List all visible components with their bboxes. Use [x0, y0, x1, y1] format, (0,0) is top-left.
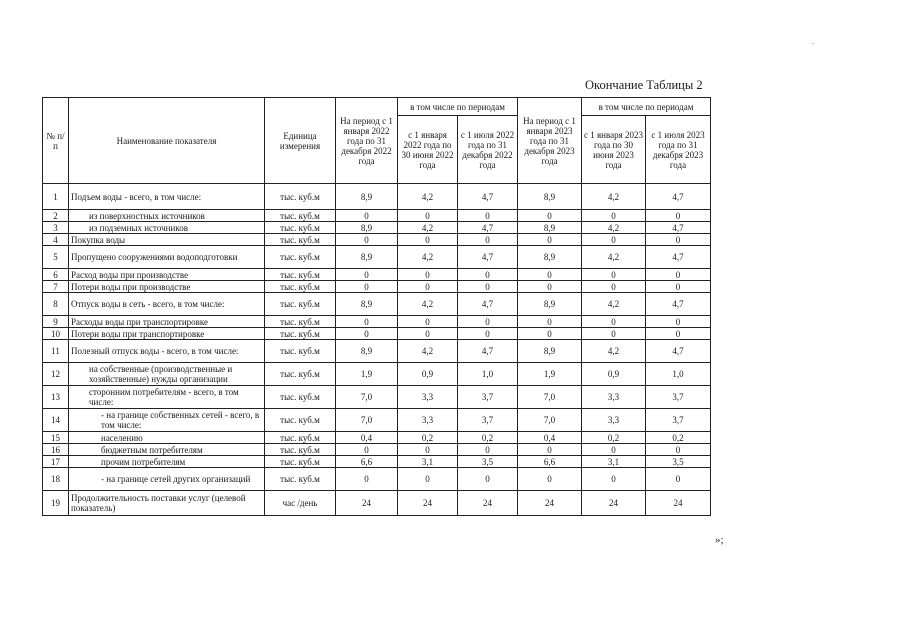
- unit-cell: тыс. куб.м: [265, 363, 336, 386]
- row-number: 3: [43, 222, 69, 234]
- table-row: [43, 386, 711, 409]
- header-period-2022: На период с 1 января 2022 года по 31 декабря 2022 года: [336, 98, 398, 184]
- value-cell: 0,4: [336, 432, 398, 444]
- value-cell: 3,3: [582, 386, 646, 409]
- value-cell: 24: [398, 491, 458, 516]
- row-number: 2: [43, 210, 69, 222]
- value-cell: 0: [646, 444, 711, 456]
- header-h1-2023: с 1 января 2023 года по 30 июня 2023 года: [582, 116, 646, 184]
- value-cell: 8,9: [336, 246, 398, 269]
- value-cell: 0: [398, 444, 458, 456]
- value-cell: 3,1: [582, 456, 646, 468]
- indicator-name: Расходы воды при транспортировке: [69, 316, 265, 328]
- value-cell: 0: [518, 269, 582, 281]
- data-table: [42, 97, 711, 516]
- value-cell: 4,2: [398, 246, 458, 269]
- value-cell: 4,2: [398, 222, 458, 234]
- value-cell: 24: [458, 491, 518, 516]
- value-cell: 3,3: [398, 386, 458, 409]
- value-cell: 8,9: [518, 293, 582, 316]
- row-number: 1: [43, 184, 69, 210]
- value-cell: 4,7: [646, 184, 711, 210]
- value-cell: 1,9: [336, 363, 398, 386]
- header-name: Наименование показателя: [69, 98, 265, 184]
- row-number: 11: [43, 340, 69, 363]
- value-cell: 0,2: [398, 432, 458, 444]
- value-cell: 0: [336, 328, 398, 340]
- value-cell: 0: [582, 269, 646, 281]
- unit-cell: тыс. куб.м: [265, 386, 336, 409]
- value-cell: 0: [458, 328, 518, 340]
- row-number: 16: [43, 444, 69, 456]
- value-cell: 0: [582, 210, 646, 222]
- table-caption: Окончание Таблицы 2: [585, 78, 703, 92]
- table-row: [43, 269, 711, 281]
- value-cell: 0: [646, 210, 711, 222]
- value-cell: 7,0: [518, 409, 582, 432]
- value-cell: 6,6: [518, 456, 582, 468]
- value-cell: 4,2: [582, 246, 646, 269]
- indicator-name: Потери воды при транспортировке: [69, 328, 265, 340]
- value-cell: 0: [518, 328, 582, 340]
- unit-cell: тыс. куб.м: [265, 293, 336, 316]
- unit-cell: тыс. куб.м: [265, 269, 336, 281]
- table-row: [43, 246, 711, 269]
- unit-cell: тыс. куб.м: [265, 328, 336, 340]
- row-number: 8: [43, 293, 69, 316]
- value-cell: 0: [336, 468, 398, 491]
- value-cell: 7,0: [336, 409, 398, 432]
- value-cell: 4,7: [458, 340, 518, 363]
- value-cell: 1,0: [646, 363, 711, 386]
- value-cell: 0: [398, 316, 458, 328]
- value-cell: 0: [582, 444, 646, 456]
- value-cell: 0: [336, 281, 398, 293]
- indicator-name: Продолжительность поставки услуг (целевой показатель): [69, 491, 265, 516]
- value-cell: 7,0: [336, 386, 398, 409]
- indicator-name: Подъем воды - всего, в том числе:: [69, 184, 265, 210]
- indicator-name: прочим потребителям: [69, 456, 265, 468]
- value-cell: 0: [518, 468, 582, 491]
- value-cell: 8,9: [336, 184, 398, 210]
- value-cell: 0: [458, 468, 518, 491]
- indicator-name: Пропущено сооружениями водоподготовки: [69, 246, 265, 269]
- value-cell: 4,7: [458, 184, 518, 210]
- table-row: [43, 340, 711, 363]
- unit-cell: тыс. куб.м: [265, 444, 336, 456]
- header-h2-2022: с 1 июля 2022 года по 31 декабря 2022 года: [458, 116, 518, 184]
- table-row: [43, 328, 711, 340]
- unit-cell: тыс. куб.м: [265, 432, 336, 444]
- unit-cell: тыс. куб.м: [265, 184, 336, 210]
- table-row: [43, 444, 711, 456]
- value-cell: 0: [582, 468, 646, 491]
- value-cell: 8,9: [518, 184, 582, 210]
- value-cell: 0,2: [646, 432, 711, 444]
- value-cell: 4,2: [398, 293, 458, 316]
- value-cell: 0: [646, 269, 711, 281]
- table-row: [43, 468, 711, 491]
- value-cell: 8,9: [518, 340, 582, 363]
- value-cell: 1,0: [458, 363, 518, 386]
- header-incl-2023: в том числе по периодам: [582, 98, 711, 116]
- indicator-name: Покупка воды: [69, 234, 265, 246]
- value-cell: 4,2: [582, 222, 646, 234]
- value-cell: 0,9: [398, 363, 458, 386]
- indicator-name: сторонним потребителям - всего, в том числе:: [69, 386, 265, 409]
- table-row: [43, 293, 711, 316]
- value-cell: 0: [518, 210, 582, 222]
- unit-cell: тыс. куб.м: [265, 246, 336, 269]
- value-cell: 4,7: [458, 293, 518, 316]
- value-cell: 24: [582, 491, 646, 516]
- header-incl-2022: в том числе по периодам: [398, 98, 518, 116]
- scan-dot: .: [812, 38, 814, 46]
- header-h1-2022: с 1 января 2022 года по 30 июня 2022 года: [398, 116, 458, 184]
- value-cell: 0: [398, 281, 458, 293]
- value-cell: 3,7: [458, 409, 518, 432]
- indicator-name: из поверхностных источников: [69, 210, 265, 222]
- value-cell: 4,7: [646, 340, 711, 363]
- value-cell: 4,7: [646, 246, 711, 269]
- value-cell: 24: [646, 491, 711, 516]
- value-cell: 3,1: [398, 456, 458, 468]
- value-cell: 0: [582, 328, 646, 340]
- value-cell: 8,9: [336, 293, 398, 316]
- value-cell: 0: [518, 234, 582, 246]
- row-number: 5: [43, 246, 69, 269]
- value-cell: 0,2: [582, 432, 646, 444]
- row-number: 19: [43, 491, 69, 516]
- table-row: [43, 184, 711, 210]
- value-cell: 7,0: [518, 386, 582, 409]
- value-cell: 4,2: [582, 293, 646, 316]
- value-cell: 1,9: [518, 363, 582, 386]
- value-cell: 0: [582, 281, 646, 293]
- value-cell: 0,4: [518, 432, 582, 444]
- indicator-name: Отпуск воды в сеть - всего, в том числе:: [69, 293, 265, 316]
- value-cell: 0: [458, 316, 518, 328]
- row-number: 10: [43, 328, 69, 340]
- value-cell: 4,2: [398, 340, 458, 363]
- indicator-name: - на границе сетей других организаций: [69, 468, 265, 491]
- value-cell: 4,2: [582, 184, 646, 210]
- unit-cell: тыс. куб.м: [265, 222, 336, 234]
- row-number: 4: [43, 234, 69, 246]
- unit-cell: тыс. куб.м: [265, 340, 336, 363]
- indicator-name: населению: [69, 432, 265, 444]
- table-row: [43, 281, 711, 293]
- value-cell: 0: [582, 316, 646, 328]
- value-cell: 8,9: [336, 222, 398, 234]
- value-cell: 0: [458, 444, 518, 456]
- value-cell: 8,9: [518, 222, 582, 234]
- table-row: [43, 491, 711, 516]
- table-row: [43, 456, 711, 468]
- value-cell: 0: [458, 234, 518, 246]
- value-cell: 0: [646, 468, 711, 491]
- unit-cell: тыс. куб.м: [265, 281, 336, 293]
- row-number: 18: [43, 468, 69, 491]
- row-number: 15: [43, 432, 69, 444]
- table-row: [43, 234, 711, 246]
- value-cell: 6,6: [336, 456, 398, 468]
- value-cell: 0: [646, 328, 711, 340]
- row-number: 14: [43, 409, 69, 432]
- indicator-name: Полезный отпуск воды - всего, в том числе:: [69, 340, 265, 363]
- closing-quote: »;: [715, 534, 724, 546]
- value-cell: 0,2: [458, 432, 518, 444]
- value-cell: 0: [336, 269, 398, 281]
- table-row: [43, 222, 711, 234]
- value-cell: 3,7: [458, 386, 518, 409]
- value-cell: 3,7: [646, 409, 711, 432]
- value-cell: 0: [398, 328, 458, 340]
- table-row: [43, 363, 711, 386]
- value-cell: 0: [646, 316, 711, 328]
- indicator-name: Потери воды при производстве: [69, 281, 265, 293]
- value-cell: 0: [582, 234, 646, 246]
- value-cell: 0: [646, 234, 711, 246]
- table-row: [43, 432, 711, 444]
- value-cell: 0: [398, 234, 458, 246]
- row-number: 17: [43, 456, 69, 468]
- indicator-name: из подземных источников: [69, 222, 265, 234]
- value-cell: 0: [518, 281, 582, 293]
- value-cell: 0: [336, 234, 398, 246]
- value-cell: 0: [518, 444, 582, 456]
- unit-cell: тыс. куб.м: [265, 234, 336, 246]
- table-row: [43, 316, 711, 328]
- indicator-name: на собственные (производственные и хозяйственные) нужды организации: [69, 363, 265, 386]
- value-cell: 4,2: [398, 184, 458, 210]
- row-number: 9: [43, 316, 69, 328]
- indicator-name: - на границе собственных сетей - всего, в том числе:: [69, 409, 265, 432]
- value-cell: 4,7: [646, 222, 711, 234]
- value-cell: 0: [398, 210, 458, 222]
- unit-cell: час /день: [265, 491, 336, 516]
- unit-cell: тыс. куб.м: [265, 316, 336, 328]
- table-body: [43, 184, 711, 516]
- value-cell: 4,7: [458, 246, 518, 269]
- value-cell: 0: [458, 210, 518, 222]
- row-number: 12: [43, 363, 69, 386]
- value-cell: 8,9: [336, 340, 398, 363]
- unit-cell: тыс. куб.м: [265, 210, 336, 222]
- value-cell: 4,7: [458, 222, 518, 234]
- value-cell: 0: [398, 468, 458, 491]
- header-no: № п/п: [43, 98, 69, 184]
- value-cell: 3,3: [582, 409, 646, 432]
- header-h2-2023: с 1 июля 2023 года по 31 декабря 2023 года: [646, 116, 711, 184]
- value-cell: 3,5: [646, 456, 711, 468]
- value-cell: 0: [518, 316, 582, 328]
- value-cell: 3,3: [398, 409, 458, 432]
- row-number: 7: [43, 281, 69, 293]
- unit-cell: тыс. куб.м: [265, 456, 336, 468]
- value-cell: 0: [398, 269, 458, 281]
- value-cell: 3,7: [646, 386, 711, 409]
- value-cell: 0: [336, 210, 398, 222]
- indicator-name: бюджетным потребителям: [69, 444, 265, 456]
- value-cell: 0: [646, 281, 711, 293]
- row-number: 13: [43, 386, 69, 409]
- value-cell: 0: [458, 269, 518, 281]
- value-cell: 0,9: [582, 363, 646, 386]
- header-unit: Единица измерения: [265, 98, 336, 184]
- row-number: 6: [43, 269, 69, 281]
- indicator-name: Расход воды при производстве: [69, 269, 265, 281]
- table-row: [43, 409, 711, 432]
- unit-cell: тыс. куб.м: [265, 409, 336, 432]
- unit-cell: тыс. куб.м: [265, 468, 336, 491]
- value-cell: 0: [458, 281, 518, 293]
- value-cell: 4,2: [582, 340, 646, 363]
- value-cell: 24: [518, 491, 582, 516]
- value-cell: 0: [336, 444, 398, 456]
- value-cell: 8,9: [518, 246, 582, 269]
- header-period-2023: На период с 1 января 2023 года по 31 декабря 2023 года: [518, 98, 582, 184]
- value-cell: 4,7: [646, 293, 711, 316]
- value-cell: 3,5: [458, 456, 518, 468]
- table-row: [43, 210, 711, 222]
- value-cell: 24: [336, 491, 398, 516]
- value-cell: 0: [336, 316, 398, 328]
